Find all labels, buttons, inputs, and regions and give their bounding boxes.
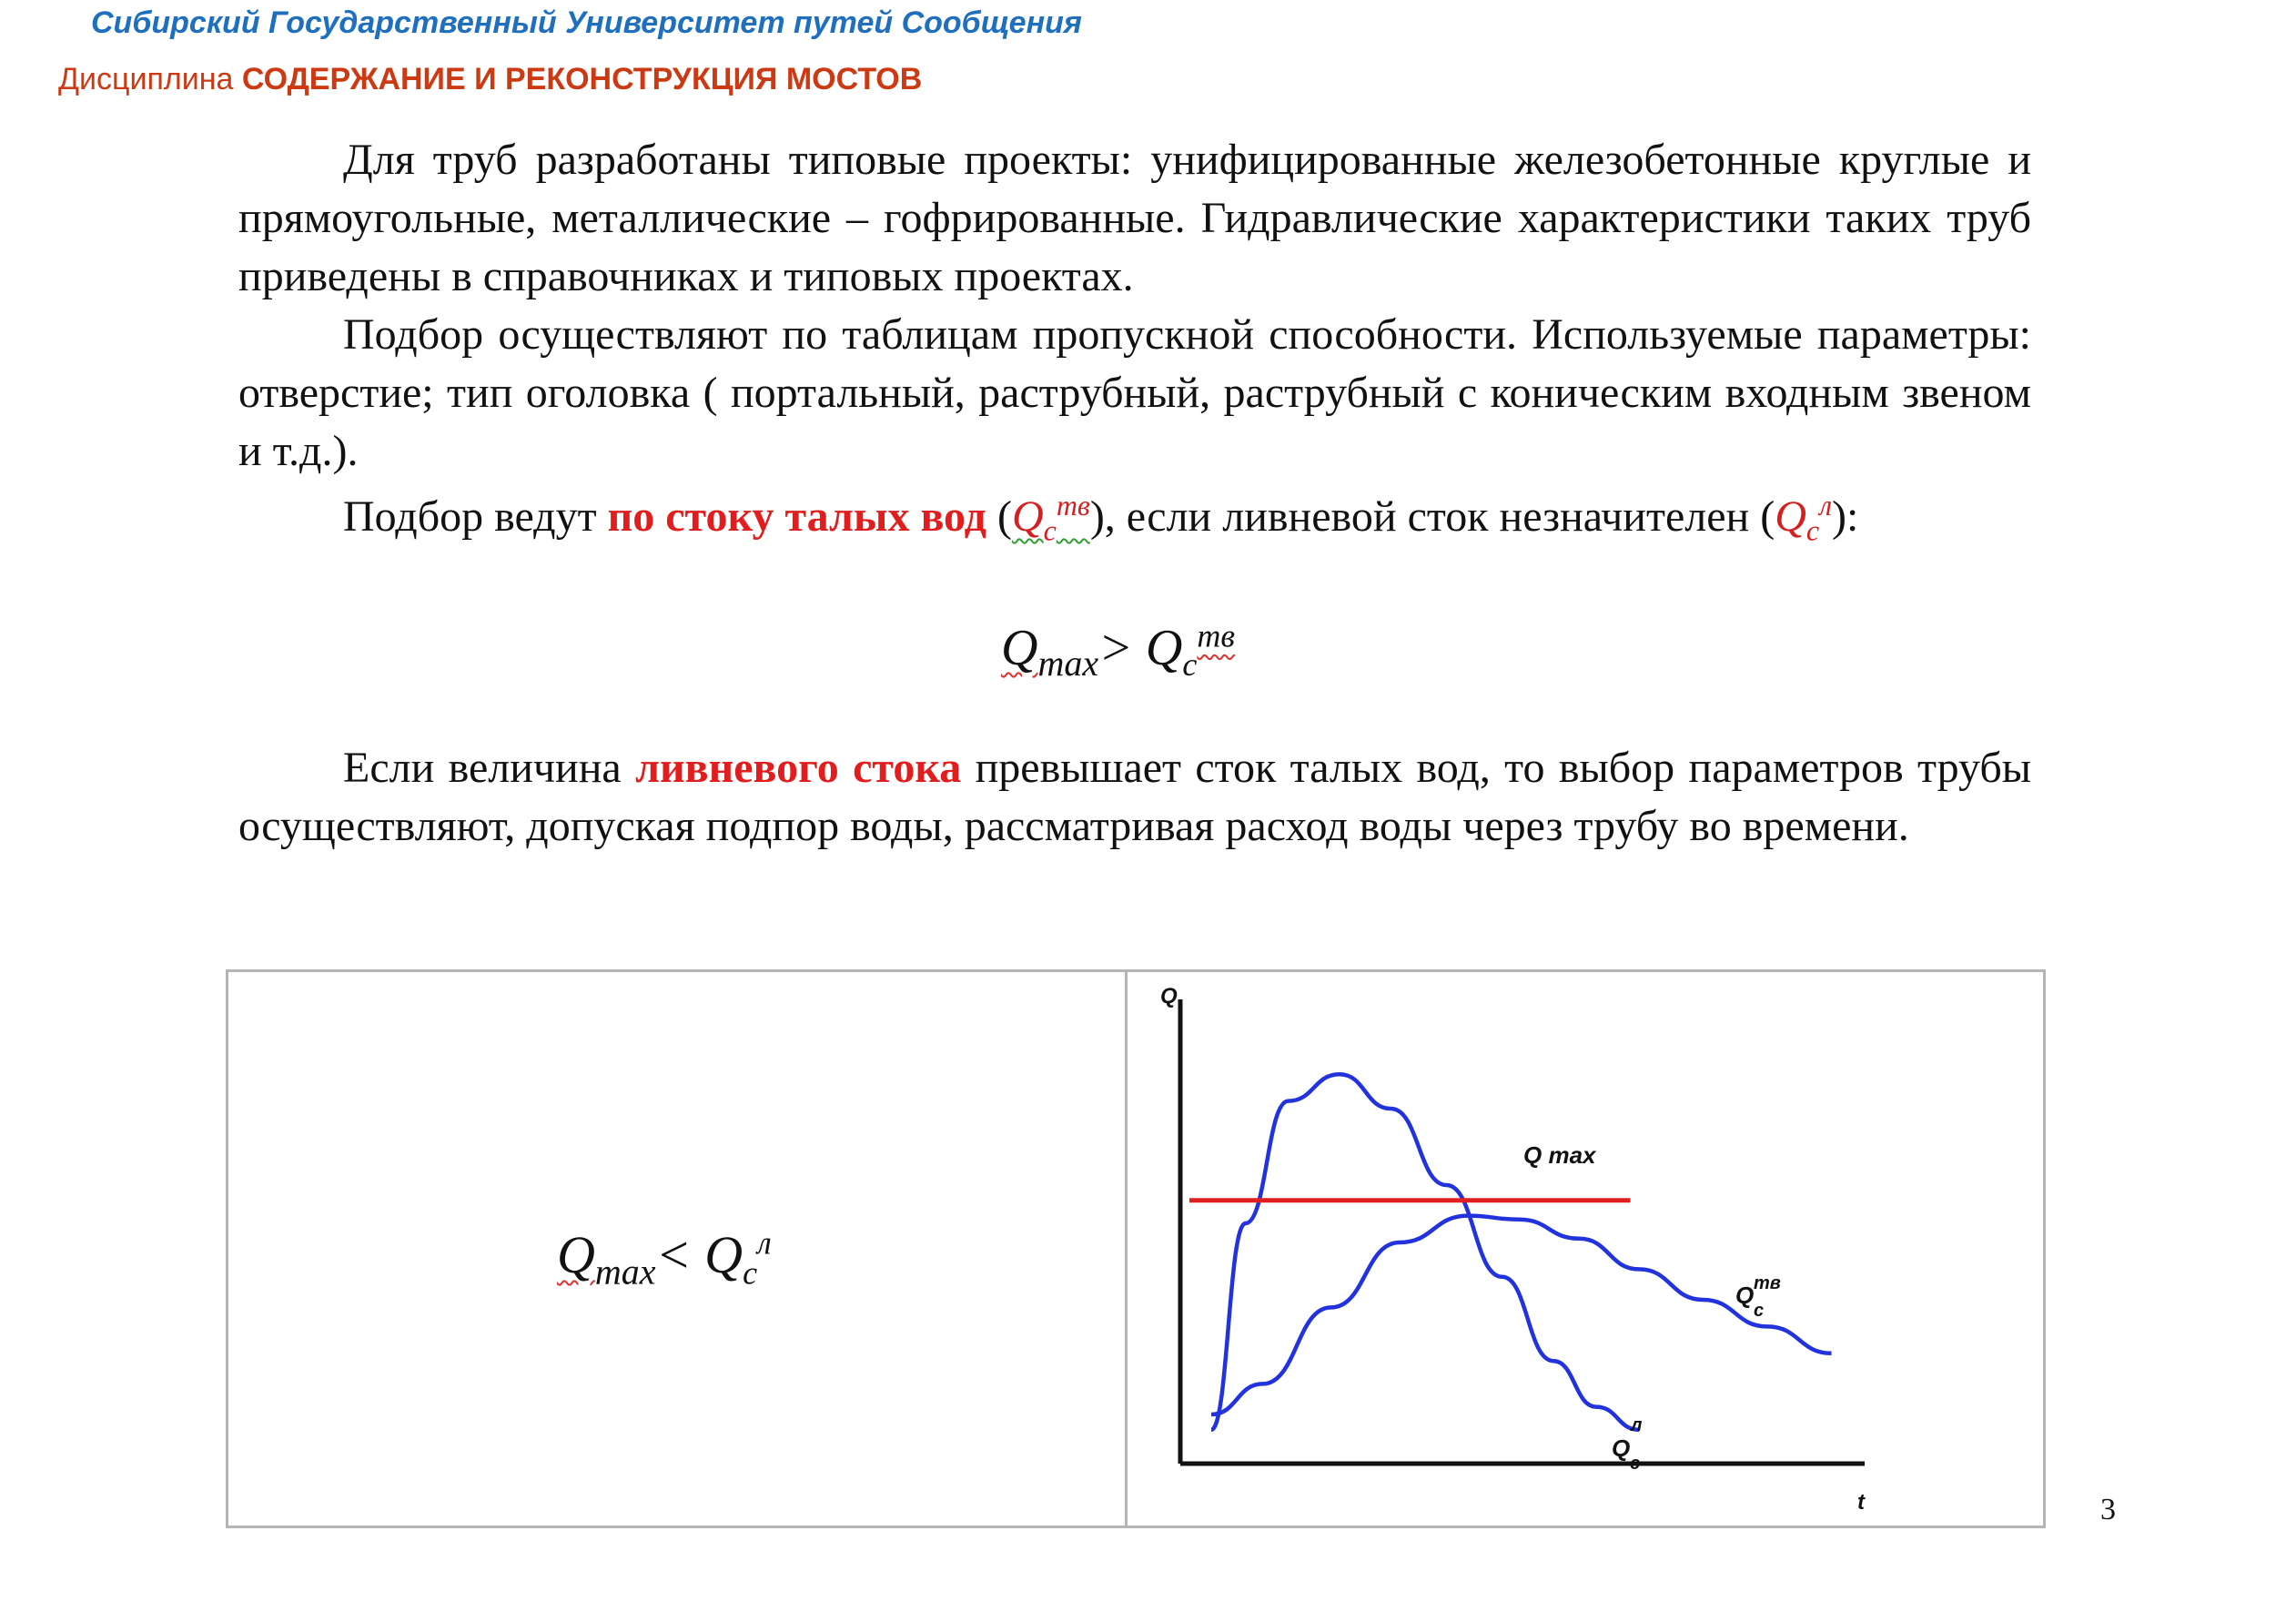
f2-q2: Q [704,1225,743,1284]
qmax-label: Q max [1523,1141,1596,1169]
f1-max: max [1037,643,1099,684]
f2-c: c [743,1254,758,1292]
paragraph-1-text: Для труб разработаны типовые проекты: унифицированные железобетонные круглые и прямоугольные, металлические – гофрированные. Гидравлические характеристики таких труб приведены в справочниках и типовых проектах. [238,136,2031,300]
q-tv-sub: c [1043,513,1057,547]
formula-qmax-less [557,1224,772,1293]
f1-c: c [1182,646,1198,684]
hydrograph-chart [1128,972,2043,1526]
f2-qmax [557,1225,656,1293]
p4-after: превышает сток талых вод, то выбор параметров трубы осуществляют, допуская подпор воды, рассматривая расход воды через трубу во времени. [238,744,2032,850]
series-rain-line [1211,1074,1639,1430]
series-melt-line [1211,1216,1832,1414]
rain-label-c: c [1630,1454,1641,1474]
discipline-line [58,62,922,97]
q-tv-q: Q [1011,492,1044,541]
q-tv-symbol [1011,489,1090,547]
f2-q: Q [557,1225,595,1284]
rain-label-l: л [1631,1415,1643,1435]
discipline-name: СОДЕРЖАНИЕ И РЕКОНСТРУКЦИЯ МОСТОВ [241,62,923,96]
series-melt-label [1735,1273,1781,1321]
discipline-label: Дисциплина [58,62,234,96]
paragraph-4-text [238,739,2031,856]
q-tv-sup: тв [1056,489,1090,522]
f2-l: л [757,1224,772,1262]
page-number: 3 [2100,1493,2116,1526]
f1-tv: тв [1197,617,1235,654]
f2-max: max [594,1251,656,1293]
paragraph-3-text: Подбор ведут по стоку талых вод $(Q_c^{тв})$, если ливневой сток незначителен $(Q_c^л)$: [343,489,1859,547]
paragraph-melt-water [238,488,2031,546]
f2-op: < [655,1225,692,1284]
f1-qmax [1001,620,1099,684]
f1-q: Q [1001,620,1038,676]
q-l-sup: л [1819,489,1833,522]
university-title: Сибирский Государственный Университет путей Сообщения [91,5,1082,40]
p3-highlight: по стоку талых вод [607,492,986,541]
paragraph-selection-tables [238,306,2031,481]
melt-label-q: Q [1735,1282,1755,1309]
q-l-symbol [1775,489,1833,547]
rain-label-q: Q [1612,1434,1631,1462]
paragraph-2-text: Подбор осуществляют по таблицам пропускной способности. Используемые параметры: отверстие; тип оголовка ( портальный, раструбный, раструбный с коническим входным звеном и т.д.). [238,310,2031,475]
formula-qmax-greater [1001,617,1235,684]
x-axis-label: t [1857,1490,1865,1515]
p3-after: ), если ливневой сток незначителен ( [1089,492,1775,541]
f1-q2: Q [1145,620,1183,676]
paragraph-rain-runoff [238,739,2031,856]
p4-before: Если величина [343,744,636,792]
p3-before: Подбор ведут [343,492,608,541]
q-l-q: Q [1775,492,1806,541]
melt-label-tv: тв [1754,1273,1781,1293]
melt-label-c: c [1754,1301,1765,1321]
p4-highlight: ливневого стока [635,744,962,792]
y-axis-label: Q [1160,984,1178,1009]
f1-op: > [1098,620,1133,676]
paragraph-typical-projects [238,131,2031,306]
q-l-sub: c [1805,513,1820,547]
